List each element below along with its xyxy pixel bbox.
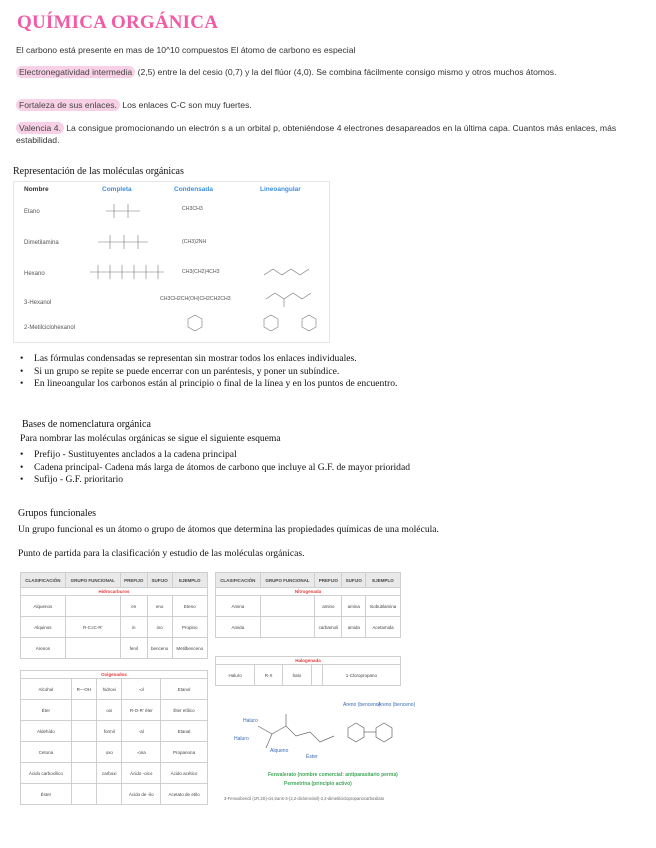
condensed-formula: (CH3)2NH [182,239,207,245]
cell: Eteno [172,596,207,617]
cell: -ol [122,679,161,700]
col-lineoangular: Lineoangular [260,186,301,193]
functional-table-nitrogen [215,572,401,638]
row-name: 3-Hexanol [24,300,52,306]
molecule-structure [228,698,418,778]
table-row [21,742,208,763]
table-row [21,596,208,617]
table-row [21,679,208,700]
cell: Éster [21,784,72,805]
functional-definition: Un grupo funcional es un átomo o grupo de átomos que determina las propiedades químicas de una molécula. [18,524,439,535]
cell: Etanol [161,679,208,700]
cell: -al [122,721,161,742]
functional-heading: Grupos funcionales [18,508,97,519]
th: SUFIJO [147,573,172,588]
col-condensada: Condensada [174,186,214,193]
cell: amino [315,596,342,617]
cell: Isobutilamina [366,596,401,617]
functional-table-left [20,572,208,659]
th: PREFIJO [315,573,342,588]
table-row [21,763,208,784]
cell: R-O-R' éter [122,700,161,721]
cell: in [120,617,147,638]
table-row [216,665,401,686]
molecule-label: Alqueno [270,748,289,754]
cell [71,700,96,721]
molecule-iupac: 3-Fenoxibencil (1R,3S)-cis,trans-3-(2,2-dicloroviinil)-2,2-dimetilciclopropanocarboxilato [224,796,385,801]
th: GRUPO FUNCIONAL [260,573,315,588]
cell [97,784,122,805]
cell [71,742,96,763]
nomenclature-heading: Bases de nomenclatura orgánica [22,419,151,430]
cell: Éter etílico [161,700,208,721]
cell: oxi [97,700,122,721]
representation-figure [13,181,330,343]
cell: Arenos [21,638,66,659]
cell: Alcohol [21,679,72,700]
cell [260,617,315,638]
cell: amina [342,596,366,617]
th: CLASIFICACIÓN [21,573,66,588]
cell: Propanona [161,742,208,763]
cell: en [120,596,147,617]
cell: carboxi [97,763,122,784]
cell: hidroxi [97,679,122,700]
cell [71,763,96,784]
representation-heading: Representación de las moléculas orgánicas [13,166,184,177]
nomenclature-bullets [18,449,410,487]
cell: Etanal [161,721,208,742]
cell: -ona [122,742,161,763]
cell [65,596,120,617]
cell: Amina [216,596,261,617]
cell: Ácido carboxílico [21,763,72,784]
property-text: (2,5) entre la del cesio (0,7) y la del flúor (4,0). Se combina fácilmente consigo mismo y otros muchos átomos. [135,67,557,77]
molecule-label: Haluro [234,736,249,742]
cell: Alquinos [21,617,66,638]
th: PREFIJO [120,573,147,588]
highlight-bond-strength: Fortaleza de sus enlaces. [16,99,120,111]
table-row [21,700,208,721]
cell: R—OH [71,679,96,700]
cell: Haluro [216,665,255,686]
cell [65,638,120,659]
cell [71,721,96,742]
molecule-caption-2: Permetrina (principio activo) [284,781,352,787]
functional-table-halogen [215,656,401,686]
property-electronegativity [16,66,626,78]
cell: benceno [147,638,172,659]
section-label: Nitrogenada [216,588,401,596]
molecule-label: Éster [306,754,318,760]
structure-drawings [14,182,329,342]
col-nombre: Nombre [24,186,49,193]
cell: Aldehído [21,721,72,742]
bullet-item: • En lineoangular los carbonos están al principio o final de la línea y en los puntos de encuentro. [18,378,397,391]
section-label: Hidrocarburos [21,588,208,596]
th: CLASIFICACIÓN [216,573,261,588]
th: EJEMPLO [172,573,207,588]
section-label: Oxigenados [21,671,208,679]
row-name: Dimetilamina [24,240,59,246]
highlight-valence: Valencia 4. [16,122,64,134]
cell: Alquenos [21,596,66,617]
cell: oxo [97,742,122,763]
cell [71,784,96,805]
th: EJEMPLO [366,573,401,588]
cell: carbamoil [315,617,342,638]
col-completa: Completa [102,186,132,193]
property-text: Los enlaces C-C son muy fuertes. [119,100,252,110]
cell: Metilbenceno [172,638,207,659]
bullet-item: • Las fórmulas condensadas se representan sin mostrar todos los enlaces individuales. [18,353,397,366]
th: SUFIJO [342,573,366,588]
property-valence [16,122,626,146]
cell [260,596,315,617]
cell: R-C≡C-R' [65,617,120,638]
molecule-label: Areno (benceno) [343,702,381,708]
molecule-label: Areno (benceno) [378,702,416,708]
section-label: Halogenada [216,657,401,665]
cell: Ácido -oico [122,763,161,784]
intro-text: El carbono está presente en mas de 10^10 compuestos El átomo de carbono es especial [16,45,356,55]
molecule-figure [224,698,418,808]
starting-point-text: Punto de partida para la clasificación y estudio de las moléculas orgánicas. [18,548,305,559]
cell: formil [97,721,122,742]
table-row [216,596,401,617]
cell: Acetamida [366,617,401,638]
th: GRUPO FUNCIONAL [65,573,120,588]
property-text: La consigue promocionando un electrón s a un orbital p, obteniéndose 4 electrones desapareados en la última capa. Cuantos más enlaces, más estabilidad. [16,123,617,145]
table-row [21,617,208,638]
table-row [21,638,208,659]
cell: Ácido de -ilo [122,784,161,805]
bullet-item: • Cadena principal- Cadena más larga de átomos de carbono que incluye al G.F. de mayor prioridad [18,462,410,475]
cell [311,665,322,686]
cell: Acetato de etilo [161,784,208,805]
bullet-item: • Si un grupo se repite se puede encerrar con un paréntesis, y poner un subíndice. [18,366,397,379]
condensed-formula: CH3CH2CH(OH)CH2CH2CH3 [160,296,231,302]
row-name: 2-Metilciclohexanol [24,325,76,331]
cell: Ácido acético [161,763,208,784]
table-row [21,721,208,742]
property-bond-strength [16,99,626,111]
molecule-caption: Fenvalerato (nombre comercial: antiparasitario perma) [268,772,398,778]
cell: R-X [255,665,282,686]
cell: Propino [172,617,207,638]
cell: ino [147,617,172,638]
nomenclature-subheading: Para nombrar las moléculas orgánicas se sigue el siguiente esquema [20,433,281,444]
condensed-formula: CH3CH3 [182,206,203,212]
cell: halo [282,665,311,686]
bullet-item: • Sufijo - G.F. prioritario [18,474,410,487]
representation-bullets [18,353,397,391]
row-name: Hexano [24,271,45,277]
cell: eno [147,596,172,617]
condensed-formula: CH3(CH2)4CH3 [182,269,220,275]
cell: amida [342,617,366,638]
functional-table-oxygenated [20,670,208,805]
highlight-electronegativity: Electronegatividad intermedia [16,66,135,78]
cell: Cetona [21,742,72,763]
cell: fenil [120,638,147,659]
molecule-label: Haluro [243,718,258,724]
cell: Amida [216,617,261,638]
table-row [216,617,401,638]
table-row [21,784,208,805]
cell: 1-Cloropropano [322,665,400,686]
cell: Éter [21,700,72,721]
page-title: QUÍMICA ORGÁNICA [17,12,219,33]
bullet-item: • Prefijo - Sustituyentes anclados a la cadena principal [18,449,410,462]
row-name: Etano [24,209,40,215]
